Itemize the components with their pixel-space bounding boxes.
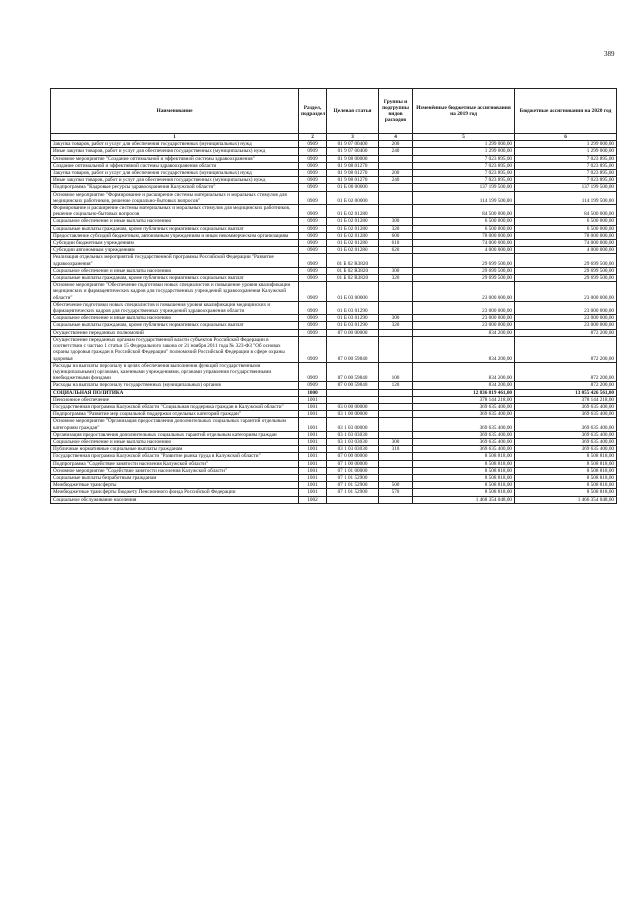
row-section: 0909 <box>299 362 327 382</box>
row-value-2020: 369 635 400,00 <box>515 431 617 438</box>
row-target-article: 01 Б 03 01290 <box>327 301 379 314</box>
row-target-article: 03 1 03 03030 <box>327 431 379 438</box>
row-section: 0909 <box>299 162 327 169</box>
row-section: 0909 <box>299 155 327 162</box>
row-name: Основное мероприятие "Организация предоставления дополнительных социальных гарантий отдельным категориям граждан" <box>51 418 299 431</box>
row-target-article: 01 9 07 00400 <box>327 148 379 155</box>
row-target-article: 03 1 00 00000 <box>327 411 379 418</box>
row-section: 1001 <box>299 482 327 489</box>
row-value-2020: 137 199 500,00 <box>515 184 617 191</box>
row-value-2019: 7 023 895,00 <box>413 177 515 184</box>
row-name: Социальное обеспечение и иные выплаты населению <box>51 218 299 225</box>
row-value-2020: 369 635 400,00 <box>515 418 617 431</box>
row-section: 0909 <box>299 267 327 274</box>
table-row <box>51 482 617 489</box>
row-expense-group <box>379 336 413 362</box>
row-name: Закупка товаров, работ и услуг для обеспечения государственных (муниципальных) нужд <box>51 170 299 177</box>
row-value-2019: 12 836 819 461,00 <box>413 389 515 396</box>
row-target-article: 01 9 08 00000 <box>327 155 379 162</box>
row-value-2020: 23 000 000,00 <box>515 322 617 329</box>
table-row <box>51 496 617 503</box>
table-row <box>51 141 617 148</box>
row-section: 0909 <box>299 336 327 362</box>
row-value-2020: 8 508 818,00 <box>515 460 617 467</box>
row-value-2019: 78 000 000,00 <box>413 232 515 239</box>
row-name: Основное мероприятие "Создание оптимальной и эффективной системы здравоохранения" <box>51 155 299 162</box>
row-value-2019: 23 000 000,00 <box>413 301 515 314</box>
row-value-2019: 4 000 000,00 <box>413 247 515 254</box>
row-value-2020: 7 023 895,00 <box>515 170 617 177</box>
column-number-row <box>51 134 617 141</box>
table-row <box>51 232 617 239</box>
row-value-2020: 8 508 818,00 <box>515 474 617 481</box>
row-expense-group: 310 <box>379 446 413 453</box>
row-target-article: 03 0 00 00000 <box>327 403 379 410</box>
row-value-2019: 84 500 000,00 <box>413 205 515 218</box>
col-number: 5 <box>413 134 515 141</box>
row-section: 0909 <box>299 254 327 267</box>
row-name: Организация предоставления дополнительных социальных гарантий отдельным категориям граждан <box>51 431 299 438</box>
row-value-2019: 369 635 400,00 <box>413 438 515 445</box>
row-target-article: 07 1 00 00000 <box>327 460 379 467</box>
table-row <box>51 329 617 336</box>
col-number: 3 <box>327 134 379 141</box>
row-value-2019: 23 000 000,00 <box>413 315 515 322</box>
table-row <box>51 460 617 467</box>
row-value-2019: 834 200,00 <box>413 329 515 336</box>
row-section: 1001 <box>299 431 327 438</box>
row-target-article: 03 1 03 03030 <box>327 446 379 453</box>
header-changed-2019: Изменённые бюджетные ассигнования на 2019 год <box>413 89 515 134</box>
row-value-2020: 369 635 400,00 <box>515 411 617 418</box>
row-target-article: 01 Б 02 01280 <box>327 205 379 218</box>
row-target-article: 01 9 08 01270 <box>327 177 379 184</box>
row-name: Субсидии автономным учреждениям <box>51 247 299 254</box>
row-target-article: 01 Б 03 01290 <box>327 315 379 322</box>
row-section: 0909 <box>299 232 327 239</box>
row-target-article: 01 Б 02 00000 <box>327 191 379 204</box>
row-target-article: 07 1 01 00000 <box>327 467 379 474</box>
table-row <box>51 489 617 496</box>
row-expense-group: 120 <box>379 382 413 389</box>
row-section: 0909 <box>299 191 327 204</box>
row-value-2019: 369 635 400,00 <box>413 403 515 410</box>
row-section: 1001 <box>299 453 327 460</box>
row-section: 1001 <box>299 396 327 403</box>
table-row <box>51 411 617 418</box>
row-name: СОЦИАЛЬНАЯ ПОЛИТИКА <box>51 389 299 396</box>
row-value-2020: 23 000 000,00 <box>515 301 617 314</box>
row-value-2020: 8 508 818,00 <box>515 467 617 474</box>
row-value-2020: 29 699 500,00 <box>515 254 617 267</box>
row-value-2020: 29 699 500,00 <box>515 267 617 274</box>
row-value-2019: 1 299 000,00 <box>413 148 515 155</box>
row-value-2020: 23 000 000,00 <box>515 282 617 302</box>
row-name: Основное мероприятие "Содействие занятости населения Калужской области" <box>51 467 299 474</box>
row-section: 1001 <box>299 467 327 474</box>
row-section: 0909 <box>299 329 327 336</box>
row-target-article: 87 0 00 59840 <box>327 382 379 389</box>
row-section: 1001 <box>299 460 327 467</box>
row-section: 0909 <box>299 282 327 302</box>
header-groups: Группы и подгруппы видов расходов <box>379 89 413 134</box>
row-value-2020: 1 299 000,00 <box>515 148 617 155</box>
table-row <box>51 155 617 162</box>
row-expense-group: 320 <box>379 322 413 329</box>
row-expense-group <box>379 453 413 460</box>
row-name: Субсидии бюджетным учреждениям <box>51 240 299 247</box>
row-name: Подпрограмма "Развитие мер социальной поддержки отдельных категорий граждан" <box>51 411 299 418</box>
row-section: 1001 <box>299 446 327 453</box>
table-row <box>51 336 617 362</box>
row-expense-group <box>379 282 413 302</box>
row-section: 0909 <box>299 225 327 232</box>
page-number: 389 <box>604 50 615 58</box>
row-value-2019: 6 500 000,00 <box>413 225 515 232</box>
row-value-2020: 7 023 895,00 <box>515 177 617 184</box>
row-name: Реализация отдельных мероприятий государственной программы Российской Федерации "Развитие здравоохранения" <box>51 254 299 267</box>
row-name: Обеспечение подготовки новых специалистов и повышения уровня квалификации медицинских и фармацевтических кадров для государственных учреждений здравоохранения области <box>51 301 299 314</box>
row-value-2019: 369 635 400,00 <box>413 418 515 431</box>
row-target-article: 87 0 00 00000 <box>327 329 379 336</box>
row-name: Государственная программа Калужской области "Социальная поддержка граждан в Калужской области" <box>51 403 299 410</box>
row-name: Формирование и расширение системы материальных и моральных стимулов для медицинских работников, решение социально-бытовых вопросов <box>51 205 299 218</box>
row-name: Закупка товаров, работ и услуг для обеспечения государственных (муниципальных) нужд <box>51 141 299 148</box>
row-name: Создание оптимальной и эффективной системы здравоохранения области <box>51 162 299 169</box>
row-target-article <box>327 396 379 403</box>
row-value-2019: 8 508 818,00 <box>413 453 515 460</box>
row-target-article: 01 Б 02 R3820 <box>327 275 379 282</box>
row-target-article: 01 Б 02 01280 <box>327 225 379 232</box>
row-expense-group <box>379 329 413 336</box>
row-value-2020: 369 635 400,00 <box>515 438 617 445</box>
row-value-2020: 872 200,00 <box>515 336 617 362</box>
row-name: Расходы на выплаты персоналу в целях обеспечения выполнения функций государственными (муниципальными) органами, казенными учреждениями, органами управления государственными внебюджетными фондами <box>51 362 299 382</box>
row-value-2020: 872 200,00 <box>515 329 617 336</box>
table-row <box>51 170 617 177</box>
row-name: Социальные выплаты гражданам, кроме публичных нормативных социальных выплат <box>51 225 299 232</box>
row-target-article: 01 9 08 01270 <box>327 170 379 177</box>
row-expense-group <box>379 389 413 396</box>
row-name: Межбюджетные трансферты бюджету Пенсионного фонда Российской Федерации <box>51 489 299 496</box>
row-value-2019: 834 200,00 <box>413 382 515 389</box>
table-row <box>51 382 617 389</box>
row-name: Социальное обеспечение и иные выплаты населению <box>51 438 299 445</box>
table-row <box>51 418 617 431</box>
col-number: 1 <box>51 134 299 141</box>
row-value-2019: 1 468 354 048,00 <box>413 496 515 503</box>
row-value-2020: 6 500 000,00 <box>515 225 617 232</box>
row-expense-group: 320 <box>379 275 413 282</box>
row-section: 0909 <box>299 275 327 282</box>
row-value-2020: 74 000 000,00 <box>515 240 617 247</box>
row-value-2020: 114 199 500,00 <box>515 191 617 204</box>
row-value-2019: 369 635 400,00 <box>413 446 515 453</box>
table-row <box>51 282 617 302</box>
row-expense-group: 570 <box>379 489 413 496</box>
row-section: 0909 <box>299 170 327 177</box>
table-row <box>51 184 617 191</box>
row-target-article: 87 0 00 59840 <box>327 336 379 362</box>
row-expense-group <box>379 474 413 481</box>
row-expense-group: 300 <box>379 218 413 225</box>
row-target-article: 01 Б 02 01280 <box>327 247 379 254</box>
row-value-2020: 4 000 000,00 <box>515 247 617 254</box>
row-target-article: 01 Б 03 00000 <box>327 282 379 302</box>
table-row <box>51 148 617 155</box>
row-section: 1001 <box>299 418 327 431</box>
table-row <box>51 240 617 247</box>
row-expense-group: 200 <box>379 141 413 148</box>
row-section: 1001 <box>299 403 327 410</box>
row-value-2020: 872 200,00 <box>515 362 617 382</box>
row-expense-group <box>379 301 413 314</box>
row-target-article: 01 Б 02 01280 <box>327 240 379 247</box>
table-row <box>51 438 617 445</box>
col-number: 4 <box>379 134 413 141</box>
table-row <box>51 205 617 218</box>
row-section: 0909 <box>299 148 327 155</box>
row-section: 0909 <box>299 247 327 254</box>
header-section: Раздел, подраздел <box>299 89 327 134</box>
table-row <box>51 315 617 322</box>
row-expense-group <box>379 418 413 431</box>
row-section: 0909 <box>299 218 327 225</box>
row-target-article: 07 1 01 52900 <box>327 489 379 496</box>
row-value-2020: 84 500 000,00 <box>515 205 617 218</box>
row-target-article: 01 9 08 01270 <box>327 162 379 169</box>
row-target-article: 07 1 01 52900 <box>327 482 379 489</box>
row-target-article: 01 Б 02 01280 <box>327 218 379 225</box>
row-name: Иные закупки товаров, работ и услуг для обеспечения государственных (муниципальных) нужд <box>51 177 299 184</box>
row-value-2019: 8 508 818,00 <box>413 482 515 489</box>
row-target-article: 01 Б 00 00000 <box>327 184 379 191</box>
row-expense-group: 240 <box>379 148 413 155</box>
row-value-2019: 7 023 895,00 <box>413 162 515 169</box>
row-value-2019: 834 200,00 <box>413 336 515 362</box>
row-value-2020: 8 508 818,00 <box>515 453 617 460</box>
row-name: Основное мероприятие "Обеспечение подготовки новых специалистов и повышение уровня квалификации медицинских и фармацевтических кадров для государственных учреждений здравоохранения Калужской области" <box>51 282 299 302</box>
table-row <box>51 191 617 204</box>
header-row <box>51 89 617 134</box>
row-target-article <box>327 496 379 503</box>
table-row <box>51 474 617 481</box>
row-value-2020: 29 699 500,00 <box>515 275 617 282</box>
row-target-article: 01 Б 02 R3820 <box>327 267 379 274</box>
row-expense-group: 610 <box>379 240 413 247</box>
table-row <box>51 162 617 169</box>
header-target: Целевая статья <box>327 89 379 134</box>
table-row <box>51 275 617 282</box>
row-expense-group: 240 <box>379 177 413 184</box>
row-section: 0909 <box>299 382 327 389</box>
row-value-2019: 8 508 818,00 <box>413 489 515 496</box>
row-name: Расходы на выплаты персоналу государственных (муниципальных) органов <box>51 382 299 389</box>
row-target-article: 07 1 01 52900 <box>327 474 379 481</box>
row-section: 0909 <box>299 177 327 184</box>
col-number: 6 <box>515 134 617 141</box>
row-name: Публичные нормативные социальные выплаты гражданам <box>51 446 299 453</box>
row-value-2020: 7 023 895,00 <box>515 155 617 162</box>
row-value-2019: 8 508 818,00 <box>413 474 515 481</box>
row-name: Социальное обслуживание населения <box>51 496 299 503</box>
row-section: 1001 <box>299 438 327 445</box>
row-section: 0909 <box>299 141 327 148</box>
row-expense-group: 100 <box>379 362 413 382</box>
row-target-article <box>327 389 379 396</box>
row-value-2020: 78 000 000,00 <box>515 232 617 239</box>
row-name: Подпрограмма "Содействие занятости населения Калужской области" <box>51 460 299 467</box>
row-section: 0909 <box>299 322 327 329</box>
row-target-article: 03 1 03 03030 <box>327 438 379 445</box>
row-value-2019: 1 299 000,00 <box>413 141 515 148</box>
row-section: 0909 <box>299 184 327 191</box>
row-value-2019: 834 200,00 <box>413 362 515 382</box>
row-expense-group <box>379 184 413 191</box>
row-value-2020: 872 200,00 <box>515 382 617 389</box>
row-value-2020: 8 508 818,00 <box>515 482 617 489</box>
row-name: Основное мероприятие "Формирование и расширение системы материальных и моральных стимулов для медицинских работников, решение социально-бытовых вопросов" <box>51 191 299 204</box>
row-target-article: 01 Б 02 01280 <box>327 232 379 239</box>
table-row <box>51 177 617 184</box>
row-value-2019: 29 699 500,00 <box>413 254 515 267</box>
row-value-2020: 1 466 354 048,00 <box>515 496 617 503</box>
row-section: 0909 <box>299 315 327 322</box>
row-value-2020: 378 144 218,00 <box>515 396 617 403</box>
table-body <box>51 141 617 504</box>
row-value-2020: 8 508 818,00 <box>515 489 617 496</box>
row-value-2020: 23 000 000,00 <box>515 315 617 322</box>
table-row <box>51 322 617 329</box>
row-section: 0909 <box>299 240 327 247</box>
row-expense-group <box>379 431 413 438</box>
table-row <box>51 362 617 382</box>
row-name: Государственная программа Калужской области "Развитие рынка труда в Калужской области" <box>51 453 299 460</box>
row-expense-group: 300 <box>379 315 413 322</box>
row-expense-group <box>379 162 413 169</box>
row-value-2020: 1 299 000,00 <box>515 141 617 148</box>
row-target-article: 03 1 03 00000 <box>327 418 379 431</box>
row-value-2019: 29 699 500,00 <box>413 267 515 274</box>
table-row <box>51 389 617 396</box>
row-value-2019: 6 500 000,00 <box>413 218 515 225</box>
row-value-2020: 369 635 400,00 <box>515 446 617 453</box>
table-row <box>51 218 617 225</box>
row-expense-group: 300 <box>379 267 413 274</box>
row-name: Социальное обеспечение и иные выплаты населению <box>51 267 299 274</box>
row-section: 0909 <box>299 301 327 314</box>
row-name: Осуществление переданных полномочий <box>51 329 299 336</box>
row-value-2019: 114 199 500,00 <box>413 191 515 204</box>
row-section: 1002 <box>299 496 327 503</box>
row-name: Предоставление субсидий бюджетным, автономным учреждениям и иным некоммерческим организациям <box>51 232 299 239</box>
header-budget-2020: Бюджетные ассигнования на 2020 год <box>515 89 617 134</box>
row-expense-group: 500 <box>379 482 413 489</box>
row-expense-group: 320 <box>379 225 413 232</box>
row-value-2019: 29 699 500,00 <box>413 275 515 282</box>
budget-table <box>50 88 617 504</box>
table-row <box>51 446 617 453</box>
table-row <box>51 225 617 232</box>
row-section: 1000 <box>299 389 327 396</box>
row-section: 1001 <box>299 411 327 418</box>
row-value-2019: 23 000 000,00 <box>413 322 515 329</box>
row-expense-group <box>379 205 413 218</box>
row-expense-group <box>379 496 413 503</box>
row-value-2020: 369 635 400,00 <box>515 403 617 410</box>
row-name: Иные закупки товаров, работ и услуг для обеспечения государственных (муниципальных) нужд <box>51 148 299 155</box>
row-target-article: 01 9 07 00400 <box>327 141 379 148</box>
table-row <box>51 396 617 403</box>
table-row <box>51 254 617 267</box>
col-number: 2 <box>299 134 327 141</box>
table-row <box>51 247 617 254</box>
row-target-article: 01 Б 03 01290 <box>327 322 379 329</box>
row-value-2019: 7 023 895,00 <box>413 155 515 162</box>
row-expense-group: 300 <box>379 438 413 445</box>
row-value-2019: 7 023 895,00 <box>413 170 515 177</box>
row-expense-group: 200 <box>379 170 413 177</box>
row-expense-group <box>379 403 413 410</box>
row-target-article: 07 0 00 00000 <box>327 453 379 460</box>
table-row <box>51 267 617 274</box>
row-expense-group <box>379 467 413 474</box>
row-section: 1001 <box>299 474 327 481</box>
row-value-2019: 74 000 000,00 <box>413 240 515 247</box>
row-value-2019: 137 199 500,00 <box>413 184 515 191</box>
row-name: Социальные выплаты гражданам, кроме публичных нормативных социальных выплат <box>51 322 299 329</box>
table-row <box>51 301 617 314</box>
row-name: Межбюджетные трансферты <box>51 482 299 489</box>
row-value-2020: 6 500 000,00 <box>515 218 617 225</box>
row-value-2019: 23 000 000,00 <box>413 282 515 302</box>
row-section: 1001 <box>299 489 327 496</box>
row-name: Подпрограмма "Кадровые ресурсы здравоохранения Калужской области" <box>51 184 299 191</box>
table-row <box>51 467 617 474</box>
row-name: Пенсионное обеспечение <box>51 396 299 403</box>
table-row <box>51 431 617 438</box>
row-value-2019: 8 508 818,00 <box>413 467 515 474</box>
row-value-2019: 378 144 218,00 <box>413 396 515 403</box>
row-value-2020: 7 023 895,00 <box>515 162 617 169</box>
row-expense-group <box>379 155 413 162</box>
row-expense-group <box>379 191 413 204</box>
table-row <box>51 453 617 460</box>
row-value-2020: 13 055 426 561,00 <box>515 389 617 396</box>
row-name: Социальные выплаты безработным гражданам <box>51 474 299 481</box>
row-expense-group: 600 <box>379 232 413 239</box>
row-expense-group <box>379 411 413 418</box>
header-name: Наименование <box>51 89 299 134</box>
row-expense-group: 620 <box>379 247 413 254</box>
row-value-2019: 369 635 400,00 <box>413 411 515 418</box>
row-name: Осуществление переданных органам государственной власти субъектов Российской Федерации в соответствии с частью 1 статьи 15 Федерального закона от 21 ноября 2011 года № 323-ФЗ "Об основах охраны здоровья граждан в Российской Федерации" полномочий Российской Федерации в сфере охраны здоровья <box>51 336 299 362</box>
table-row <box>51 403 617 410</box>
row-value-2019: 369 635 400,00 <box>413 431 515 438</box>
row-section: 0909 <box>299 205 327 218</box>
row-expense-group <box>379 396 413 403</box>
row-name: Социальные выплаты гражданам, кроме публичных нормативных социальных выплат <box>51 275 299 282</box>
row-name: Социальное обеспечение и иные выплаты населению <box>51 315 299 322</box>
row-expense-group <box>379 460 413 467</box>
row-expense-group <box>379 254 413 267</box>
row-target-article: 01 Б 02 R3820 <box>327 254 379 267</box>
row-value-2019: 8 508 818,00 <box>413 460 515 467</box>
budget-table-container <box>50 88 616 504</box>
row-target-article: 87 0 00 59840 <box>327 362 379 382</box>
